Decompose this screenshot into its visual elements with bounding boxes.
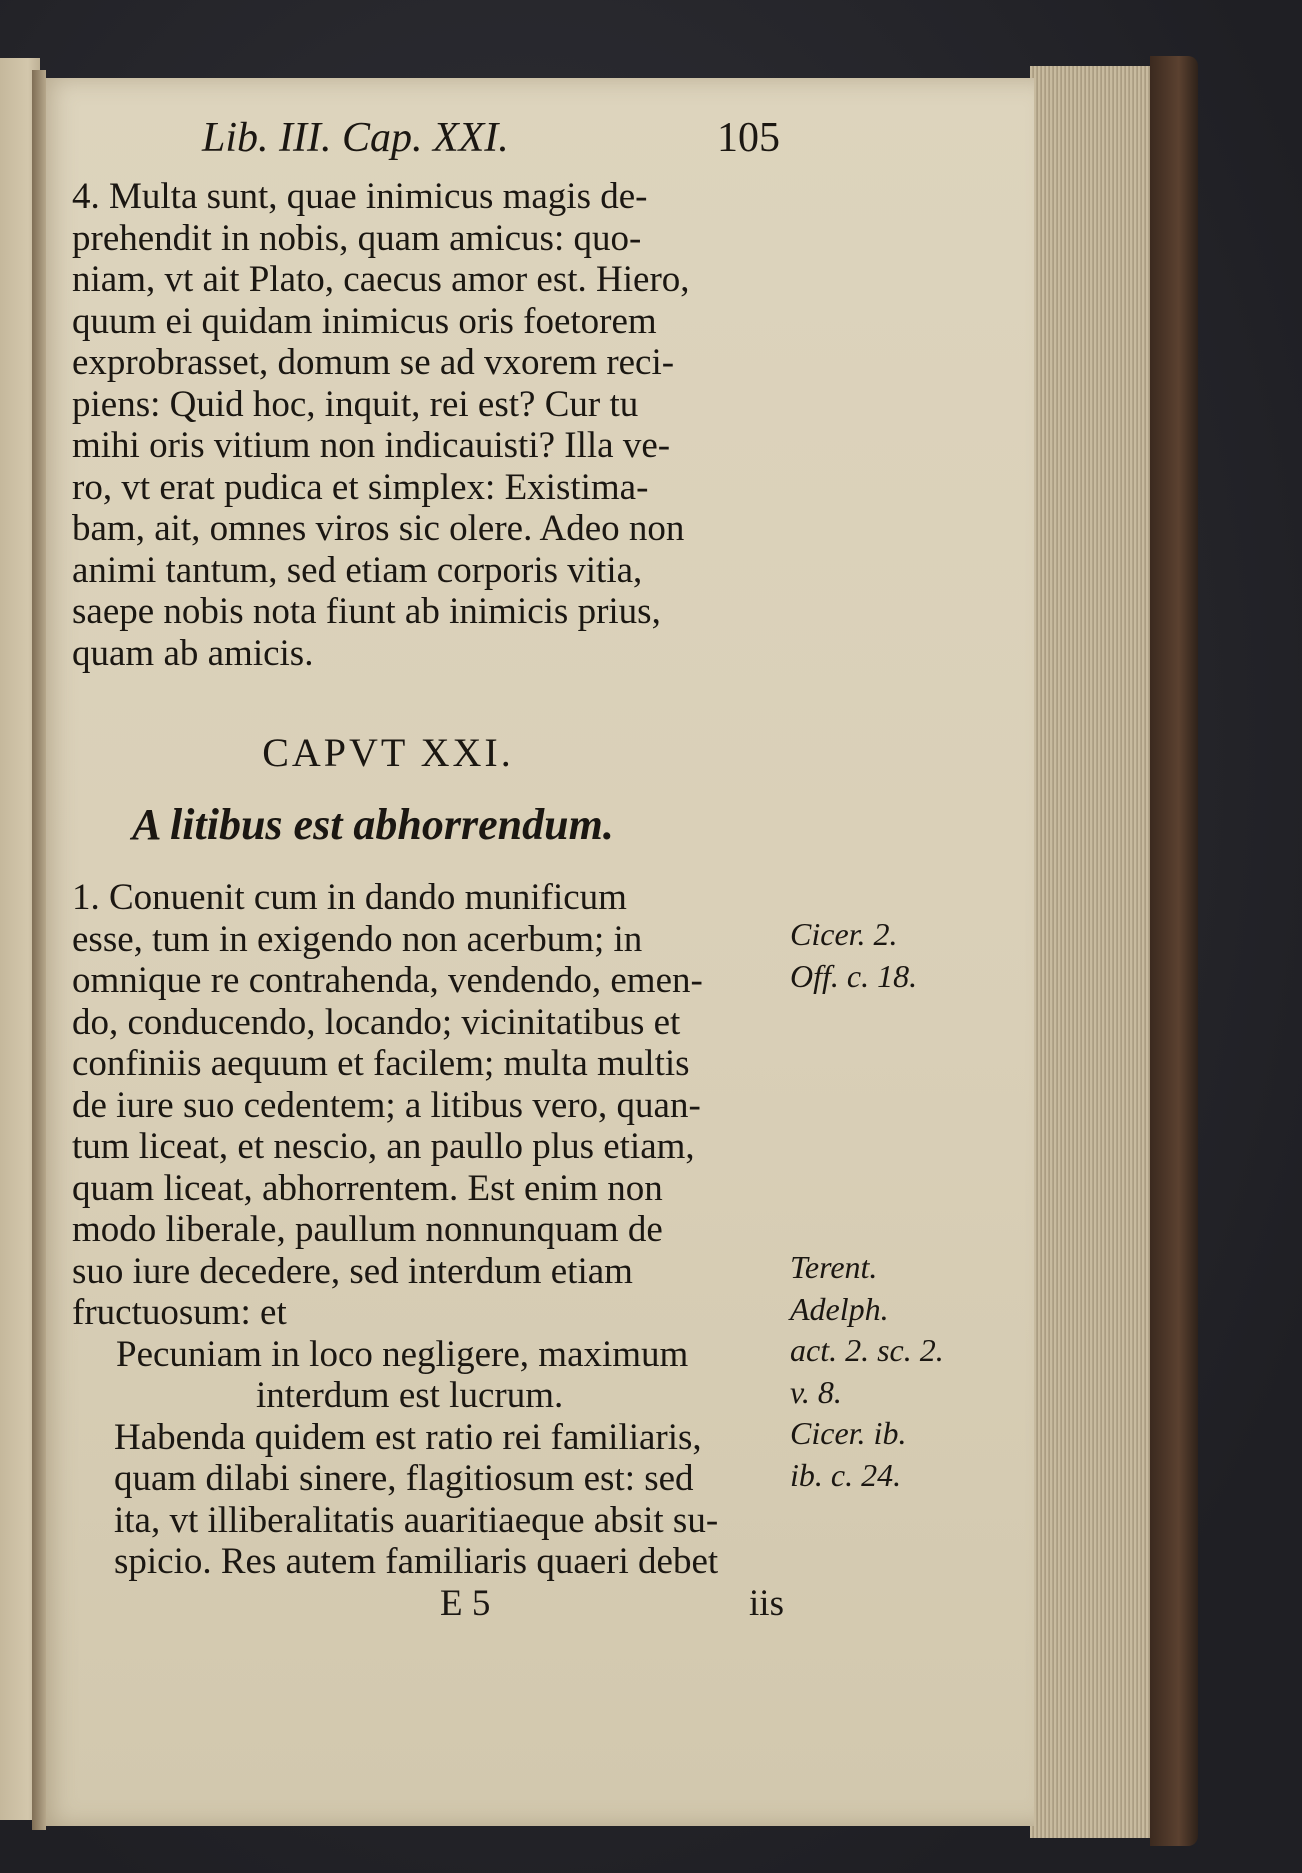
- section-1-paragraph: [72, 877, 784, 1334]
- margin-note: Adelph.: [790, 1290, 889, 1327]
- margin-note: ib. c. 24.: [790, 1456, 902, 1493]
- section-2-paragraph: [72, 1417, 784, 1583]
- text-line: 1. Conuenit cum in dando munificum: [72, 877, 627, 918]
- text-line: suo iure decedere, sed interdum etiam: [72, 1250, 633, 1292]
- text-line: esse, tum in exigendo non acerbum; in: [72, 918, 643, 960]
- margin-note: Off. c. 18.: [790, 957, 918, 994]
- text-line: quum ei quidam inimicus oris foetorem: [72, 300, 657, 342]
- text-line: modo liberale, paullum nonnunquam de: [72, 1209, 663, 1250]
- page-number: 105: [717, 115, 780, 161]
- text-line: 4. Multa sunt, quae inimicus magis de-: [72, 176, 648, 217]
- running-head-title: Lib. III. Cap. XXI.: [202, 115, 509, 161]
- margin-spacer: [790, 997, 960, 1247]
- text-line: do, conducendo, locando; vicinitatibus et: [72, 1001, 681, 1043]
- text-line: quam dilabi sinere, flagitiosum est: sed: [114, 1458, 694, 1499]
- text-line: animi tantum, sed etiam corporis vitia,: [72, 549, 643, 591]
- text-line: de iure suo cedentem; a litibus vero, quan-: [72, 1084, 701, 1126]
- text-line: ro, vt erat pudica et simplex: Existima-: [72, 466, 649, 508]
- text-line: bam, ait, omnes viros sic olere. Adeo non: [72, 508, 685, 549]
- text-line: piens: Quid hoc, inquit, rei est? Cur tu: [72, 383, 639, 425]
- text-line: spicio. Res autem familiaris quaeri debet: [114, 1541, 719, 1582]
- text-line: Habenda quidem est ratio rei familiaris,: [114, 1416, 702, 1458]
- verse-line: Pecuniam in loco negligere, maximum: [116, 1333, 689, 1375]
- margin-notes: [790, 914, 960, 1496]
- page-text: [72, 115, 784, 1624]
- text-line: fructuosum: et: [72, 1292, 287, 1333]
- running-head: [72, 115, 784, 176]
- text-line: quam ab amicis.: [72, 632, 314, 674]
- catchword: iis: [749, 1582, 784, 1624]
- book-cover-edge: [1150, 56, 1198, 1846]
- margin-note: v. 8.: [790, 1373, 842, 1410]
- chapter-heading: CAPVT XXI.: [262, 730, 514, 775]
- margin-note: Cicer. ib.: [790, 1415, 907, 1451]
- verse-quotation: [72, 1334, 784, 1417]
- text-line: saepe nobis nota fiunt ab inimicis prius,: [72, 591, 661, 632]
- text-line: quam liceat, abhorrentem. Est enim non: [72, 1167, 663, 1209]
- text-line: mihi oris vitium non indicauisti? Illa ve-: [72, 425, 671, 466]
- margin-note: Terent.: [790, 1249, 878, 1285]
- text-line: tum liceat, et nescio, an paullo plus etiam,: [72, 1126, 695, 1167]
- chapter-subtitle: A litibus est abhorrendum.: [132, 799, 614, 849]
- page-gutter: [32, 70, 46, 1830]
- text-line: omnique re contrahenda, vendendo, emen-: [72, 960, 703, 1001]
- text-line: exprobrasset, domum se ad vxorem reci-: [72, 342, 675, 383]
- text-line: prehendit in nobis, quam amicus: quo-: [72, 217, 642, 259]
- text-line: confiniis aequum et facilem; multa multis: [72, 1043, 690, 1084]
- margin-note: act. 2. sc. 2.: [790, 1332, 944, 1368]
- text-line: niam, vt ait Plato, caecus amor est. Hiero,: [72, 259, 690, 300]
- page-footer: [72, 1583, 784, 1625]
- signature-mark: E 5: [440, 1582, 491, 1624]
- page-stack-edges: [1030, 66, 1158, 1838]
- section-4-paragraph: [72, 176, 784, 674]
- text-line: ita, vt illiberalitatis auaritiaeque absit su-: [114, 1499, 719, 1541]
- verse-line: interdum est lucrum.: [256, 1375, 564, 1416]
- margin-note: Cicer. 2.: [790, 916, 898, 952]
